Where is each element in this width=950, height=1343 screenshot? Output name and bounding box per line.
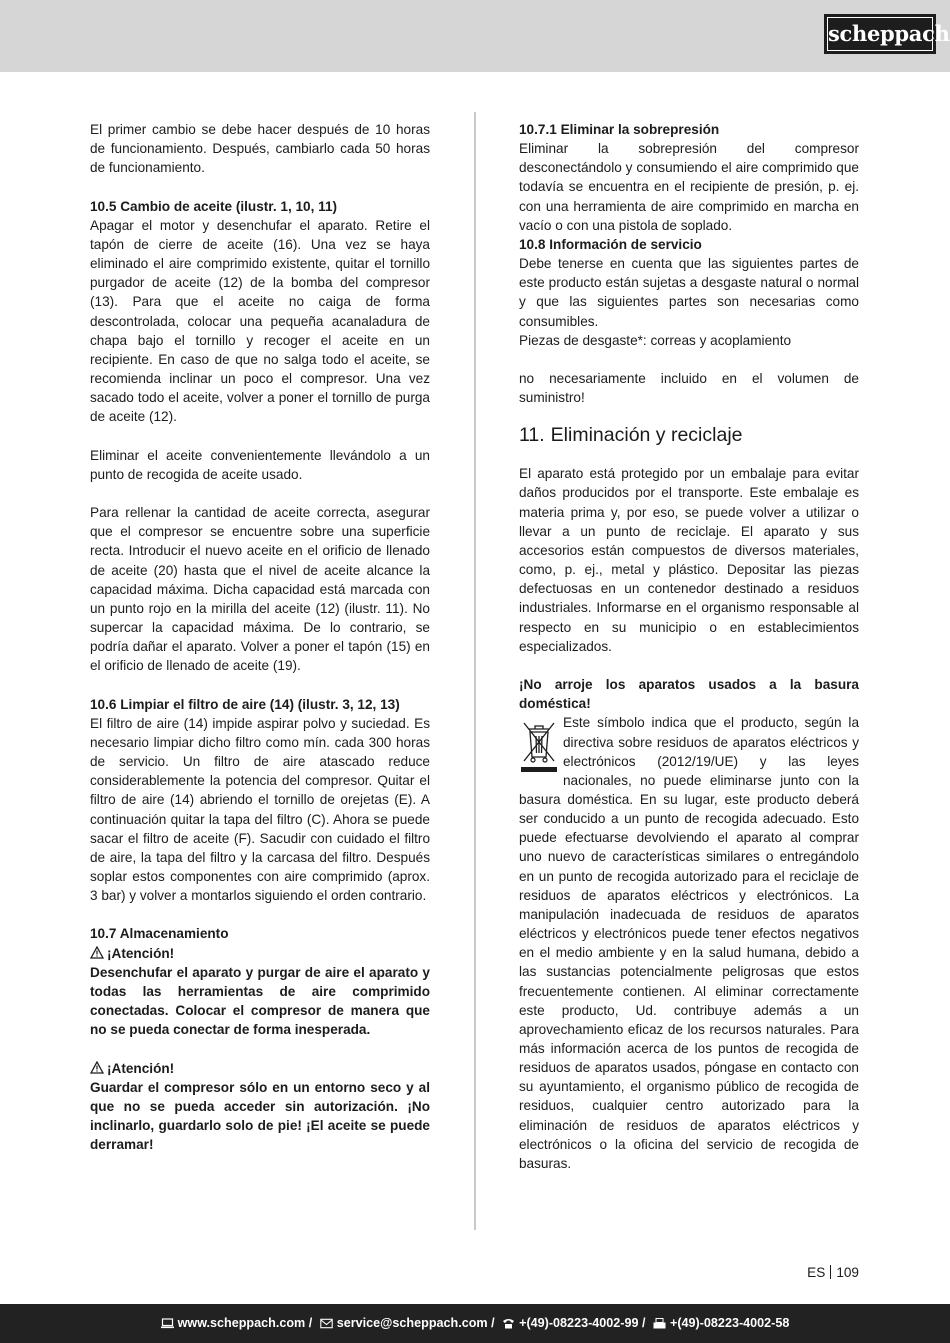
- section-11-number: 11.: [519, 424, 545, 447]
- warning-triangle-icon: [90, 1061, 104, 1074]
- weee-text: Este símbolo indica que el producto, según la directiva sobre residuos de aparatos eléctricos y electrónicos (2012/19/UE) y las leyes nacionales, no puede eliminarse junto con la basura doméstica. En su lugar, este producto deberá ser conducido a un punto de recogida adecuado. Esto puede efectuarse devolviendo el aparato al comprar uno nuevo de características similares o entregándolo en un punto de recogida autorizado para el reciclaje de residuos de aparatos eléctricos y electrónicos. La manipulación inadecuada de residuos de aparatos eléctricos y electrónicos puede tener efectos negativos en el medio ambiente y en la salud humana, debido a las sustancias potencialmente peligrosas que estos frecuentemente contienen. Al eliminar correctamente este producto, Ud. contribuye además a un aprovechamiento eficaz de los recursos naturales. Para más información acerca de los puntos de recogida de residuos de aparatos usados, póngase en contacto con su ayuntamiento, el organismo público de recogida de residuos, cualquier centro autorizado para la eliminación de residuos de aparatos eléctricos y electrónicos o la oficina del servicio de recogida de basuras.: [519, 715, 859, 1171]
- page-number: 109: [836, 1265, 859, 1280]
- computer-icon: [161, 1318, 174, 1329]
- service-info-text: Debe tenerse en cuenta que las siguientes partes de este producto están sujetas a desgaste natural o normal y que las siguientes partes son necesarias como consumibles.: [519, 256, 859, 329]
- supply-note: no necesariamente incluido en el volumen de suministro!: [519, 371, 859, 406]
- weee-bin-icon: [519, 717, 559, 775]
- oil-change-intro: El primer cambio se debe hacer después de 10 horas de funcionamiento. Después, cambiarlo cada 50 horas de funcionamiento.: [90, 122, 430, 176]
- warning-label-2-text: ¡Atención!: [107, 1060, 175, 1076]
- brand-logo-text: scheppach: [827, 17, 933, 51]
- overpressure-text: Eliminar la sobrepresión del compresor desconectándolo y consumiendo el aire comprimido que todavía se encuentra en el recipiente de presión, p. ej. con una herramienta de aire comprimido en marcha en vacío o con una pistola de soplado.: [519, 141, 859, 233]
- fax-icon: [653, 1318, 666, 1329]
- footer-website[interactable]: www.scheppach.com /: [177, 1316, 313, 1330]
- contact-footer: [0, 1304, 950, 1343]
- brand-logo: [824, 14, 950, 54]
- recycling-text: El aparato está protegido por un embalaje para evitar daños producidos por el transporte. Este embalaje es materia prima y, por eso, se puede volver a utilizar o llevar a un punto de reciclaje. El aparato y sus accesorios están compuestos de diversos materiales, como, p. ej., metal y plástico. Depositar las piezas defectuosas en un contenedor destinado a residuos industriales. Informarse en el organismo responsable al respecto en su municipio o en establecimientos especializados.: [519, 466, 859, 654]
- language-code: ES: [807, 1265, 826, 1280]
- oil-change-steps: Apagar el motor y desenchufar el aparato. Retire el tapón de cierre de aceite (16). Una vez se haya eliminado el aire comprimido existente, quitar el tornillo purgador de aceite (12) de la bomba del compresor (13). Para que el aceite no caiga de forma descontrolada, colocar una pequeña acanaladura de chapa bajo el tornillo y recoger el aceite en un recipiente. En caso de que no salga todo el aceite, se recomienda inclinar un poco el compresor. Una vez sacado todo el aceite, volver a poner el tornillo de purga de aceite (12).: [90, 217, 430, 425]
- wear-parts-text: Piezas de desgaste*: correas y acoplamiento: [519, 332, 792, 348]
- air-filter-text: El filtro de aire (14) impide aspirar polvo y suciedad. Es necesario limpiar dicho filtro como mín. cada 300 horas de servicio. Un filtro de aire atascado reduce considerablemente la potencia del compresor. Quitar el filtro de aire (14) abriendo el tornillo de orejetas (E). A continuación quitar la tapa del filtro (C). Ahora se puede sacar el filtro de aceite (F). Sacudir con cuidado el filtro de aire, la tapa del filtro y la carcasa del filtro. Después soplar estos componentes con aire comprimido (aprox. 3 bar) y volver a montarlos siguiendo el orden contrario.: [90, 715, 430, 904]
- heading-10-5: 10.5 Cambio de aceite (ilustr. 1, 10, 11): [90, 198, 338, 214]
- footer-email[interactable]: service@scheppach.com /: [336, 1316, 495, 1330]
- heading-10-7-1: 10.7.1 Eliminar la sobrepresión: [519, 122, 720, 137]
- page-header: [0, 0, 950, 72]
- heading-10-7: 10.7 Almacenamiento: [90, 926, 229, 942]
- left-column: [90, 120, 430, 1154]
- column-divider: [474, 112, 476, 1230]
- section-11-title-text: Eliminación y reciclaje: [550, 424, 743, 447]
- weee-block: [519, 713, 859, 1173]
- email-icon: [320, 1318, 333, 1329]
- page-number-block: [807, 1265, 859, 1280]
- warning-label-2: [90, 1059, 430, 1078]
- section-11-title: [519, 423, 859, 447]
- oil-disposal-text: Eliminar el aceite convenientemente llevándolo a un punto de recogida de aceite usado.: [90, 447, 430, 482]
- warning-label-1: [90, 944, 430, 963]
- footer-fax[interactable]: +(49)-08223-4002-58: [669, 1316, 790, 1330]
- storage-warning-2: Guardar el compresor sólo en un entorno seco y al que no se pueda acceder sin autorización. ¡No inclinarlo, guardarlo solo de pie! ¡El aceite se puede derramar!: [90, 1079, 430, 1153]
- warning-triangle-icon: [90, 946, 104, 959]
- oil-refill-text: Para rellenar la cantidad de aceite correcta, asegurar que el compresor se encuentre sobre una superficie recta. Introducir el nuevo aceite en el orificio de llenado de aceite (20) hasta que el nivel de aceite alcance la capacidad máxima. Dicha capacidad está marcada con un punto rojo en la mirilla del aceite (12) (ilustr. 11). No supercar la capacidad máxima. De lo contrario, se podría dañar el aparato. Volver a poner el tapón (15) en el orificio de llenado de aceite (19).: [90, 505, 430, 674]
- phone-icon: [502, 1318, 515, 1329]
- storage-warning-1: Desenchufar el aparato y purgar de aire el aparato y todas las herramientas de aire comprimido conectadas. Colocar el compresor de manera que no se pueda conectar de forma inesperada.: [90, 964, 430, 1038]
- right-column: [519, 120, 859, 1173]
- household-waste-heading: ¡No arroje los aparatos usados a la basura doméstica!: [519, 677, 859, 712]
- footer-phone[interactable]: +(49)-08223-4002-99 /: [519, 1316, 646, 1330]
- heading-10-8: 10.8 Información de servicio: [519, 236, 702, 252]
- heading-10-6: 10.6 Limpiar el filtro de aire (14) (ilustr. 3, 12, 13): [90, 696, 400, 712]
- warning-label-1-text: ¡Atención!: [107, 945, 175, 961]
